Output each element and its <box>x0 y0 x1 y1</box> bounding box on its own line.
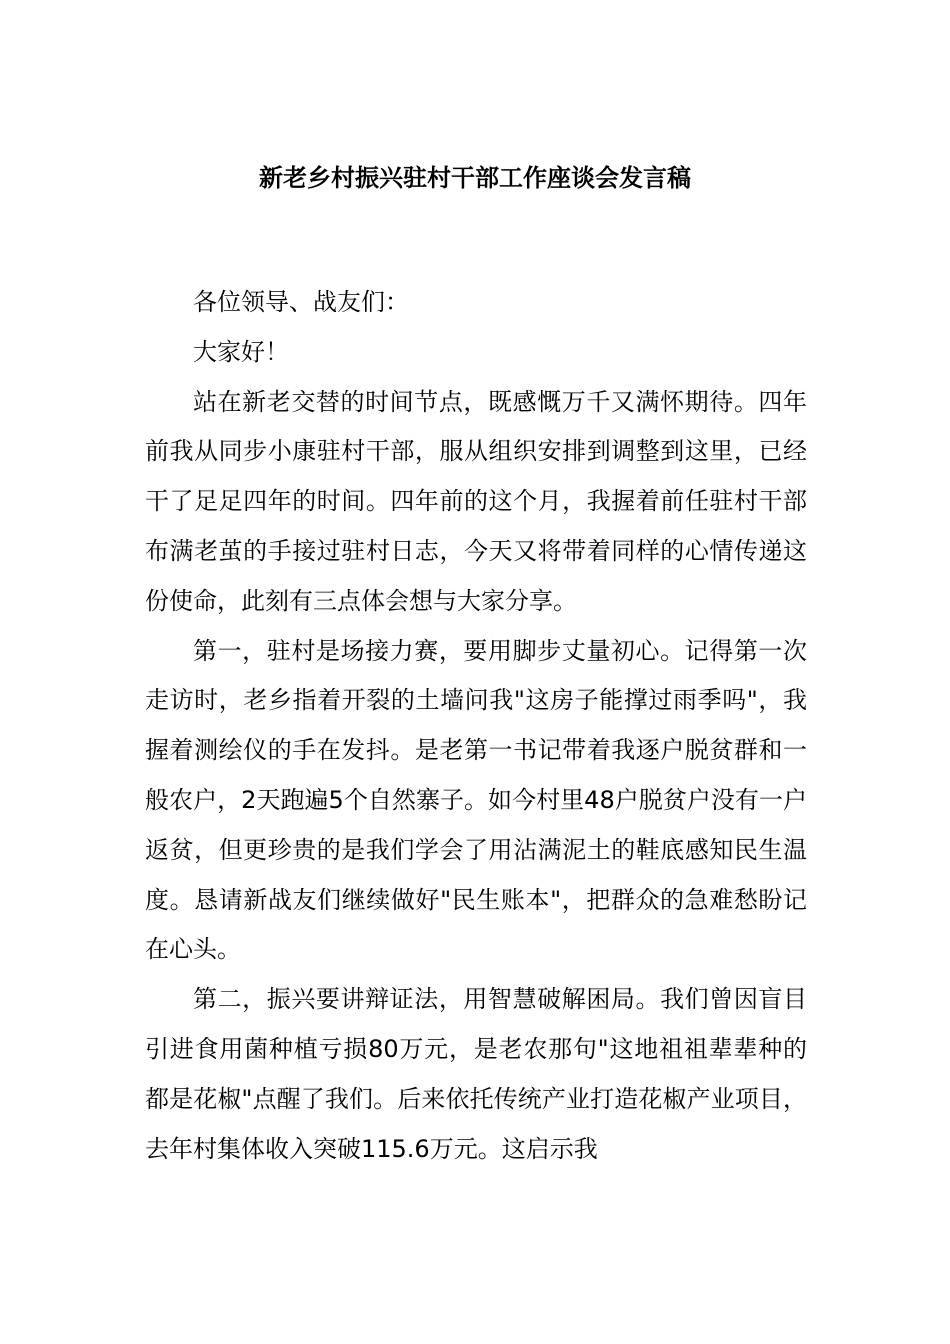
point-two-paragraph: 第二，振兴要讲辩证法，用智慧破解困局。我们曾因盲目引进食用菌种植亏损80万元，是老农那句"这地祖祖辈辈种的都是花椒"点醒了我们。后来依托传统产业打造花椒产业项目，去年村集体收入突破115.6万元。这启示我 <box>145 985 807 1163</box>
document-body <box>145 278 807 1174</box>
greeting-paragraph: 大家好！ <box>193 337 289 366</box>
document-title: 新老乡村振兴驻村干部工作座谈会发言稿 <box>259 164 691 192</box>
point-one-paragraph: 第一，驻村是场接力赛，要用脚步丈量初心。记得第一次走访时，老乡指着开裂的土墙问我"这房子能撑过雨季吗"，我握着测绘仪的手在发抖。是老第一书记带着我逐户脱贫群和一般农户，2天跑遍5个自然寨子。如今村里48户脱贫户没有一户返贫，但更珍贵的是我们学会了用沾满泥土的鞋底感知民生温度。恳请新战友们继续做好"民生账本"，把群众的急难愁盼记在心头。 <box>145 636 807 964</box>
salutation-paragraph: 各位领导、战友们： <box>193 288 409 316</box>
intro-paragraph: 站在新老交替的时间节点，既感慨万千又满怀期待。四年前我从同步小康驻村干部，服从组织安排到调整到这里，已经干了足足四年的时间。四年前的这个月，我握着前任驻村干部布满老茧的手接过驻村日志，今天又将带着同样的心情传递这份使命，此刻有三点体会想与大家分享。 <box>145 387 807 615</box>
